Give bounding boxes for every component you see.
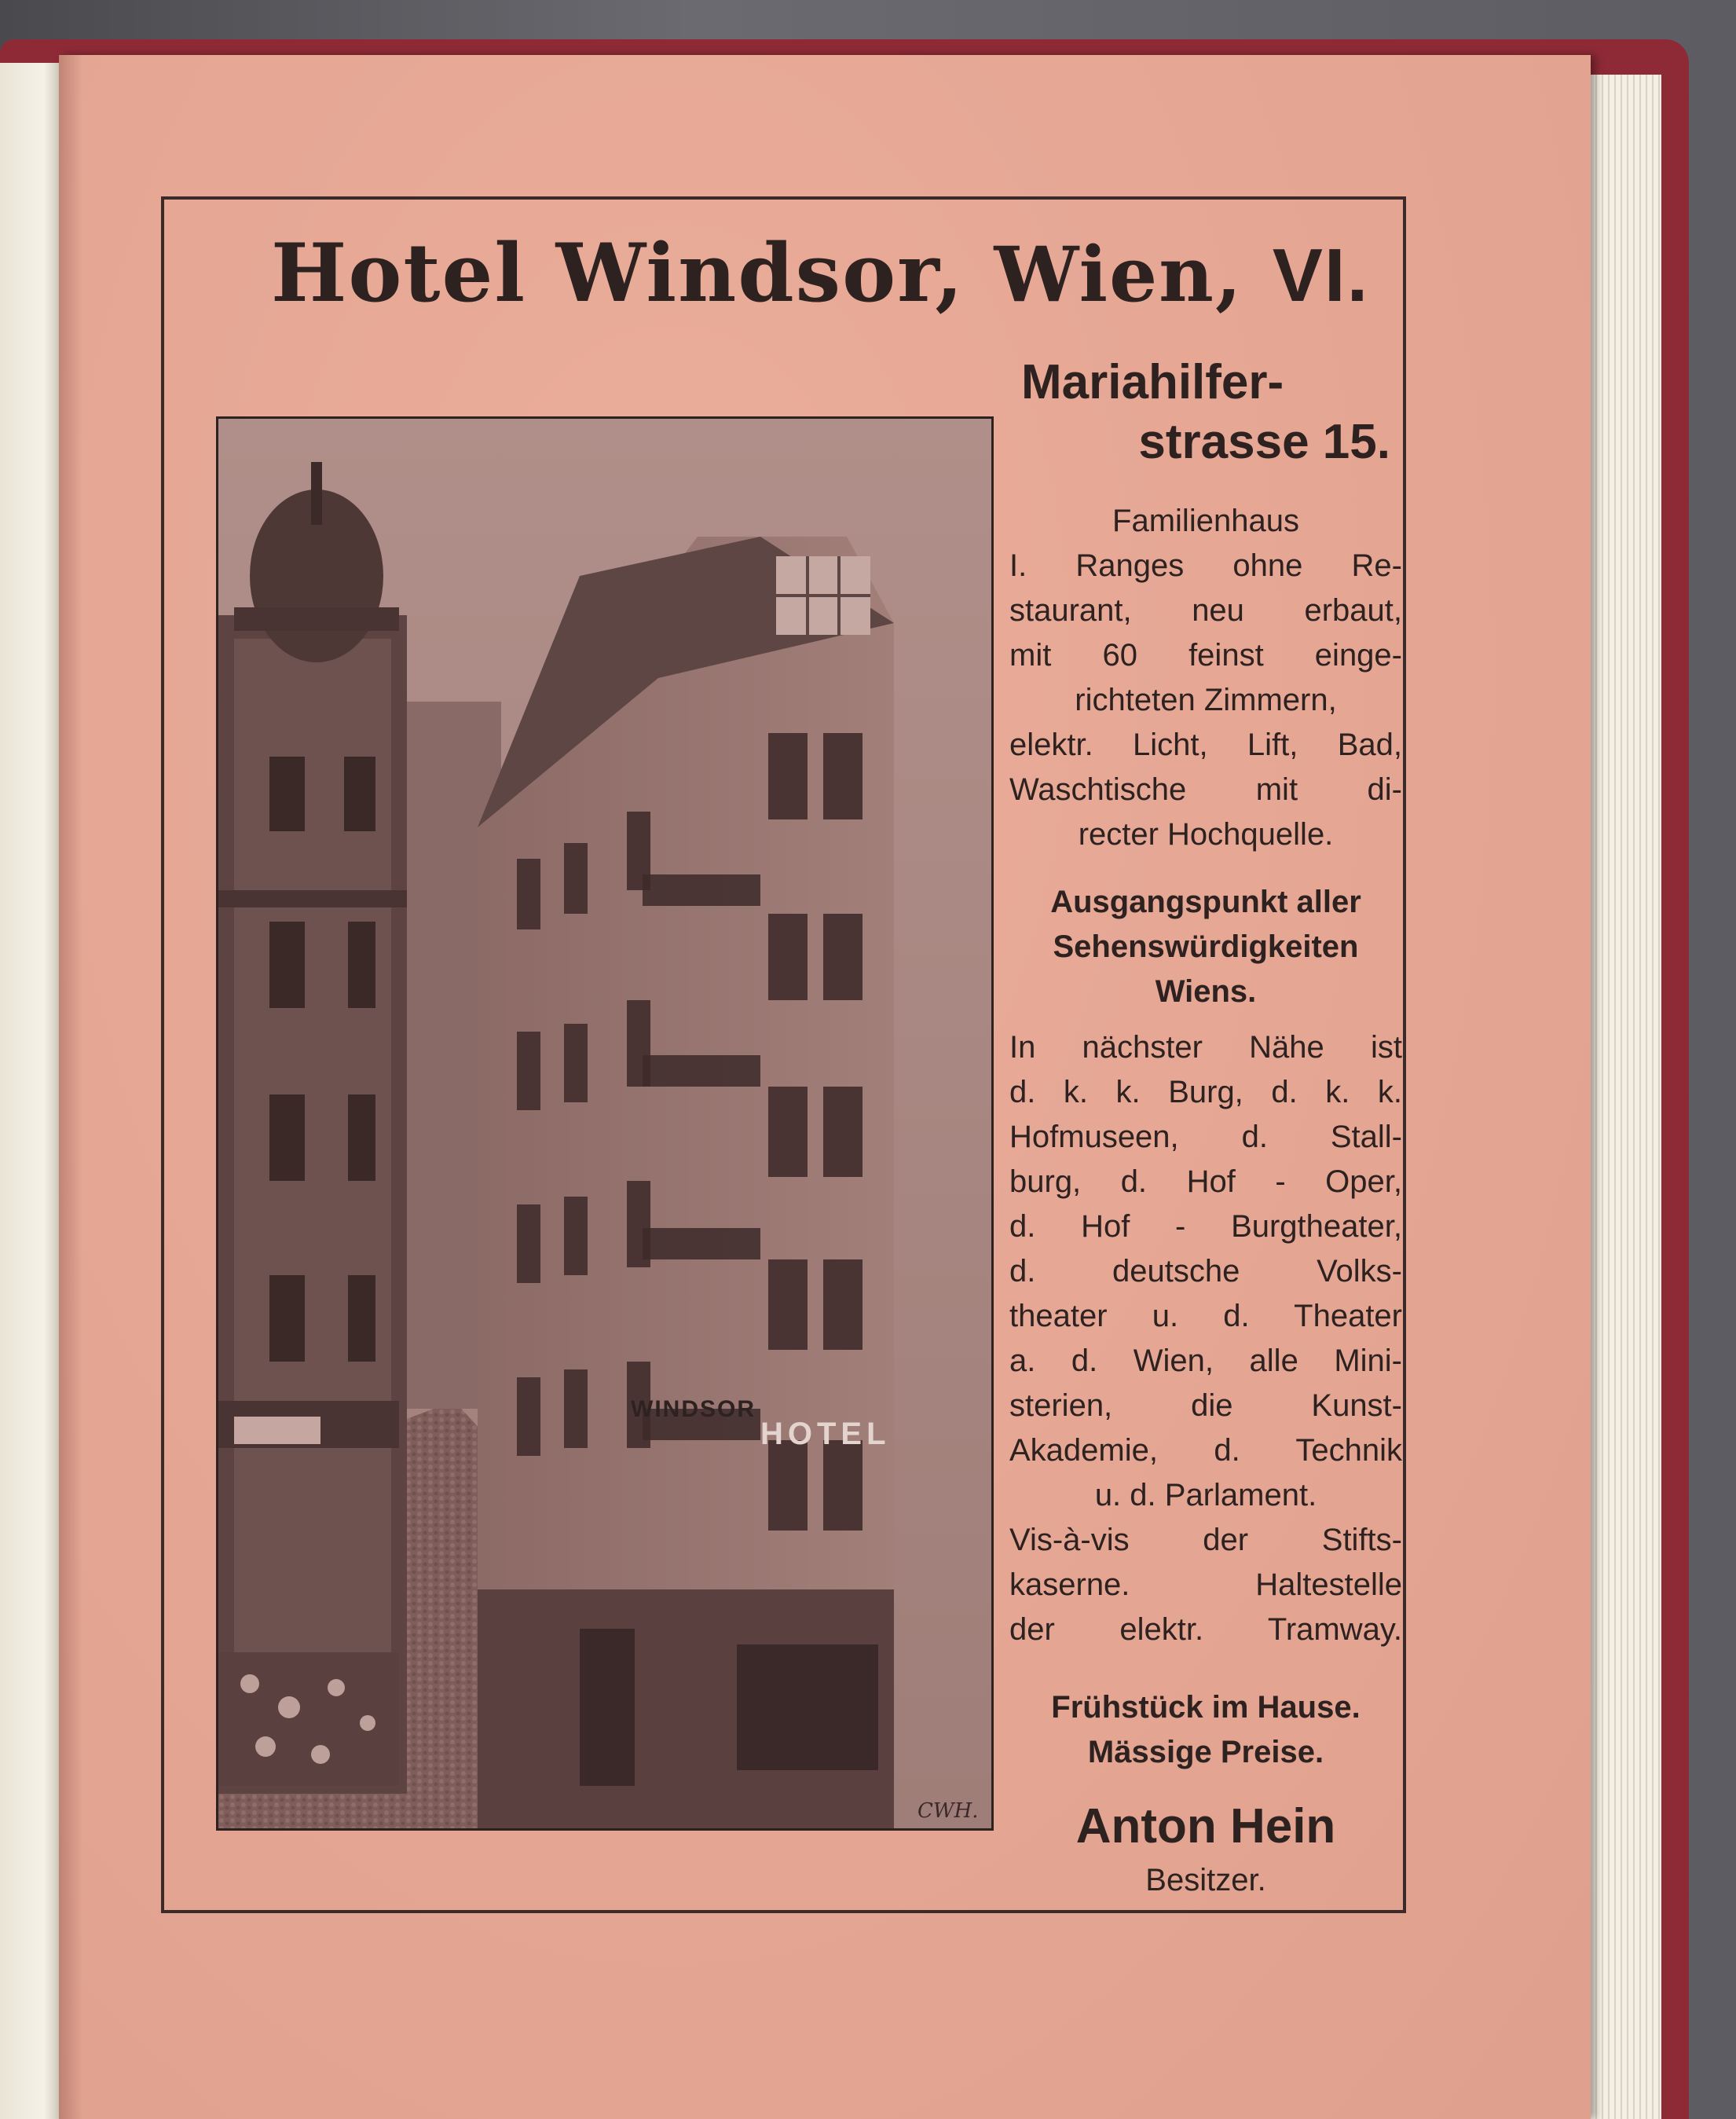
- nearby-line: Hofmuseen, d. Stall-: [1009, 1120, 1402, 1154]
- corner-tower: [218, 462, 407, 1794]
- description-line: Waschtische mit di-: [1009, 772, 1402, 807]
- gutter-shadow: [59, 55, 82, 2119]
- highlight-line: Sehenswürdigkeiten: [1053, 929, 1359, 964]
- highlight-block: [1009, 880, 1402, 1014]
- street-line-2: strasse 15.: [1138, 415, 1390, 469]
- owner-block: [1009, 1795, 1402, 1902]
- nearby-line: der elektr. Tramway.: [1009, 1612, 1402, 1647]
- description-line: staurant, neu erbaut,: [1009, 593, 1402, 628]
- advertisement-headline: [271, 218, 1410, 328]
- city-name: Wien,: [994, 230, 1243, 319]
- artist-signature: CWH.: [917, 1799, 979, 1823]
- breakfast-note: Frühstück im Hause.: [1051, 1690, 1361, 1725]
- description-line: elektr. Licht, Lift, Bad,: [1009, 728, 1402, 762]
- description-block: [1009, 499, 1402, 857]
- left-page-edge: [0, 63, 63, 2119]
- nearby-line: kaserne. Haltestelle: [1009, 1567, 1402, 1602]
- highlight-line: Ausgangspunkt aller: [1050, 885, 1361, 919]
- district: VI.: [1272, 233, 1370, 317]
- nearby-line: burg, d. Hof - Oper,: [1009, 1164, 1402, 1199]
- description-line: richteten Zimmern,: [1075, 683, 1337, 717]
- hotel-building: [478, 537, 894, 1828]
- nearby-line: Vis-à-vis der Stifts-: [1009, 1523, 1402, 1557]
- description-line: I. Ranges ohne Re-: [1009, 548, 1402, 583]
- nearby-line: Akademie, d. Technik: [1009, 1433, 1402, 1468]
- hotel-building-illustration: [218, 419, 991, 1828]
- windsor-sign: WINDSOR: [631, 1396, 756, 1422]
- description-line: Familienhaus: [1112, 504, 1299, 538]
- amenities-block: [1009, 1685, 1402, 1775]
- nearby-line: u. d. Parlament.: [1094, 1478, 1317, 1512]
- nearby-line: theater u. d. Theater: [1009, 1299, 1402, 1333]
- street-line-1: Mariahilfer-: [1021, 355, 1284, 409]
- owner-role: Besitzer.: [1145, 1863, 1266, 1897]
- nearby-line: d. k. k. Burg, d. k. k.: [1009, 1075, 1402, 1109]
- hotel-name: Hotel Windsor,: [271, 226, 965, 321]
- nearby-line: d. deutsche Volks-: [1009, 1254, 1402, 1289]
- prices-note: Mässige Preise.: [1087, 1735, 1324, 1769]
- hotel-photograph: [216, 416, 994, 1831]
- hotel-sign: HOTEL: [760, 1417, 891, 1451]
- nearby-line: In nächster Nähe ist: [1009, 1030, 1402, 1065]
- nearby-line: d. Hof - Burgtheater,: [1009, 1209, 1402, 1244]
- nearby-line: sterien, die Kunst-: [1009, 1388, 1402, 1423]
- nearby-line: a. d. Wien, alle Mini-: [1009, 1344, 1402, 1378]
- description-line: recter Hochquelle.: [1078, 817, 1334, 852]
- highlight-line: Wiens.: [1155, 974, 1257, 1009]
- description-line: mit 60 feinst einge-: [1009, 638, 1402, 673]
- nearby-block: [1009, 1025, 1402, 1652]
- owner-name: Anton Hein: [1075, 1799, 1336, 1853]
